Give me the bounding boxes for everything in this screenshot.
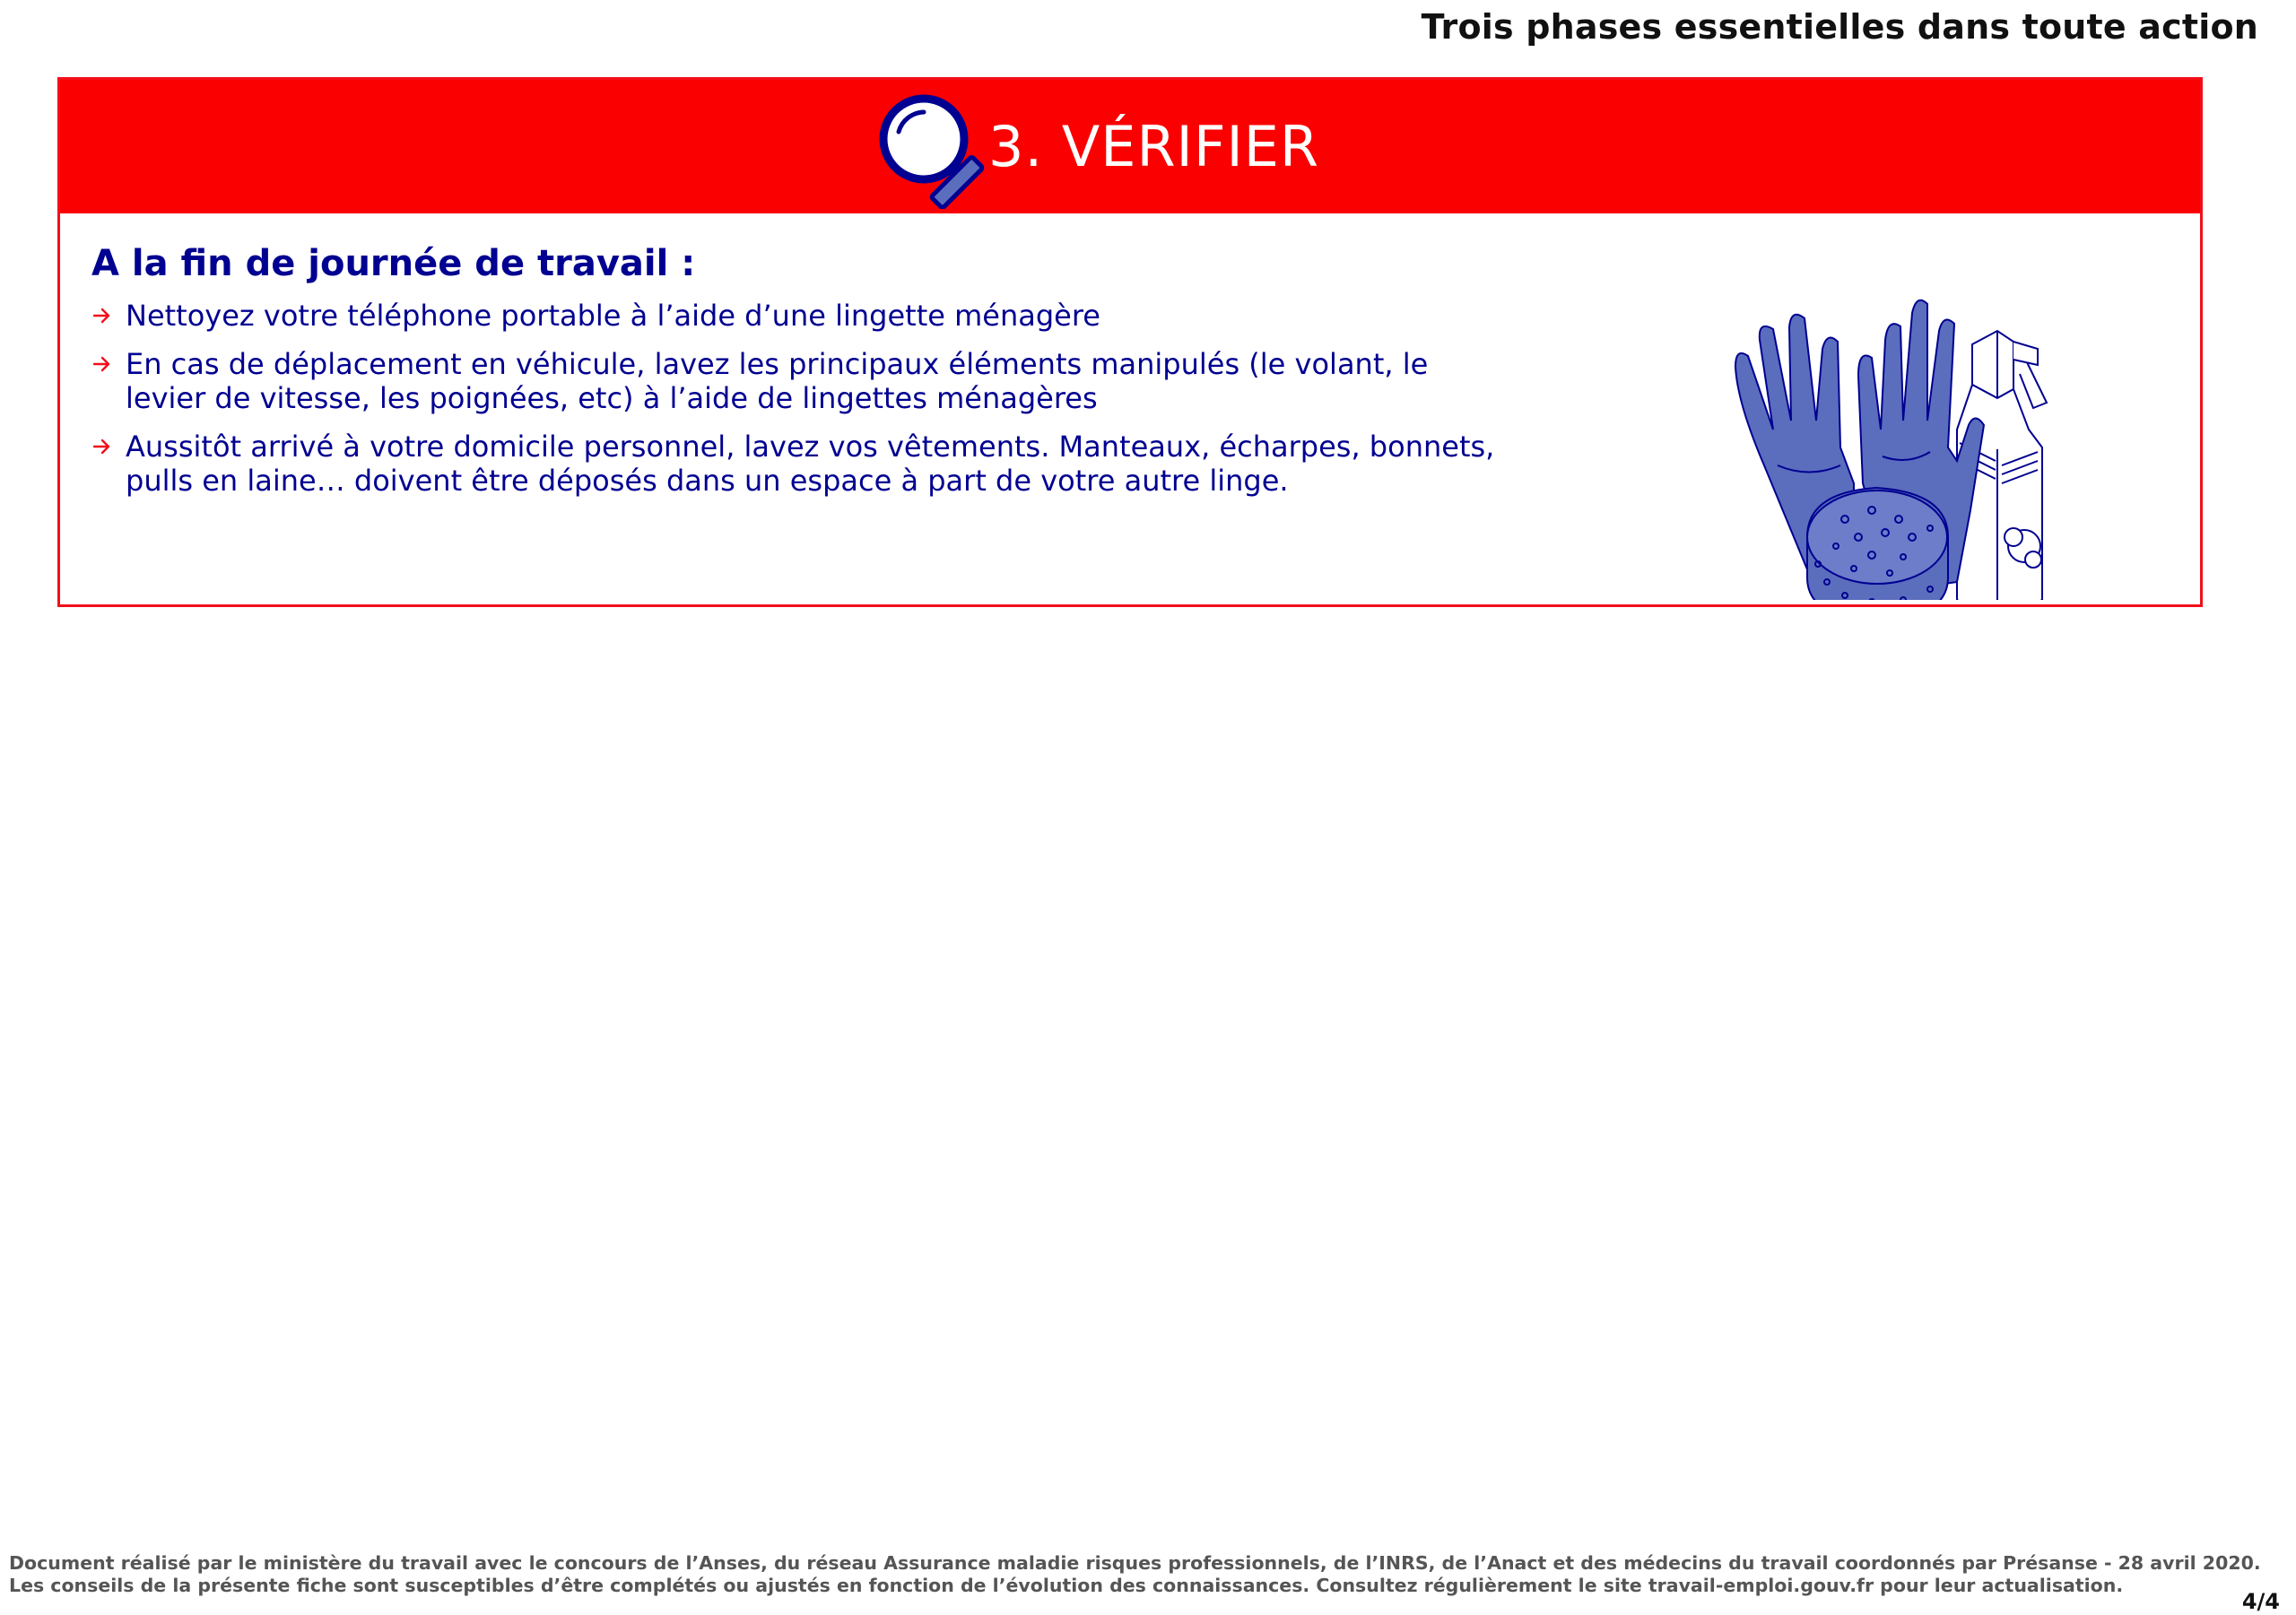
section-heading: A la fin de journée de travail : bbox=[91, 243, 696, 284]
list-item bbox=[91, 430, 1561, 498]
list-item-text: En cas de déplacement en véhicule, lavez les principaux éléments manipulés (le volant, le levier de vitesse, les poignées, etc) à l’aide de lingettes ménagères bbox=[126, 347, 1429, 415]
arrow-right-icon bbox=[91, 436, 113, 457]
footer-line: Les conseils de la présente fiche sont susceptibles d’être complétés ou ajustés en fonction de l’évolution des connaissances. Consultez régulièrement le site travail-emploi.gouv.fr pour leur actualisation. bbox=[9, 1575, 2124, 1596]
card-banner bbox=[60, 80, 2200, 213]
advice-list bbox=[91, 299, 1544, 512]
arrow-right-icon bbox=[91, 305, 113, 326]
arrow-right-icon bbox=[91, 353, 113, 375]
list-item-text: Aussitôt arrivé à votre domicile personnel, lavez vos vêtements. Manteaux, écharpes, bonnets, pulls en laine… doivent être déposés dans un espace à part de votre autre linge. bbox=[126, 430, 1495, 498]
sponge-icon bbox=[1807, 488, 1948, 600]
gloves-sponge-spray-illustration bbox=[1728, 241, 2069, 600]
page-number: 4/4 bbox=[2241, 1589, 2280, 1614]
banner-title: 3. VÉRIFIER bbox=[988, 114, 1320, 179]
list-item bbox=[91, 347, 1498, 415]
list-item bbox=[91, 299, 1544, 333]
list-item-text: Nettoyez votre téléphone portable à l’aide d’une lingette ménagère bbox=[126, 299, 1100, 333]
verifier-card bbox=[57, 77, 2203, 607]
footer-note bbox=[9, 1552, 2261, 1597]
page-header-title: Trois phases essentielles dans toute action bbox=[1421, 7, 2258, 47]
magnifier-icon bbox=[872, 87, 997, 209]
footer-line: Document réalisé par le ministère du travail avec le concours de l’Anses, du réseau Assurance maladie risques professionnels, de l’INRS, de l’Anact et des médecins du travail coordonnés par Présanse - 28 avril 2020. bbox=[9, 1552, 2261, 1574]
